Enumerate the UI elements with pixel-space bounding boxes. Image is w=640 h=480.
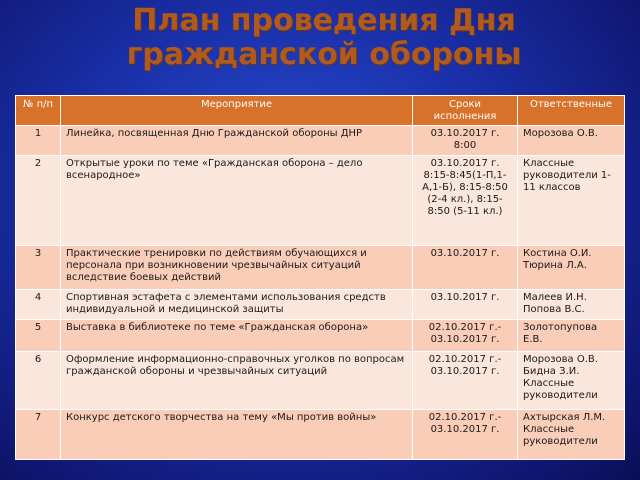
header-event: Мероприятие — [61, 96, 413, 126]
row-dates: 03.10.2017 г. — [413, 290, 518, 320]
plan-table — [15, 95, 625, 460]
table-row — [16, 126, 625, 156]
table-row — [16, 156, 625, 246]
row-dates: 03.10.2017 г. — [413, 246, 518, 290]
row-responsible: Золотопупова Е.В. — [518, 320, 625, 352]
row-num: 4 — [16, 290, 61, 320]
header-num: № п/п — [16, 96, 61, 126]
table-header-row — [16, 96, 625, 126]
row-event: Оформление информационно-справочных уголков по вопросам гражданской обороны и чрезвычайных ситуаций — [61, 352, 413, 410]
header-dates: Сроки исполнения — [413, 96, 518, 126]
row-dates: 03.10.2017 г. 8:00 — [413, 126, 518, 156]
row-num: 2 — [16, 156, 61, 246]
table-row — [16, 410, 625, 460]
row-dates: 02.10.2017 г.- 03.10.2017 г. — [413, 352, 518, 410]
row-dates: 03.10.2017 г. 8:15-8:45(1-П,1-А,1-Б), 8:15-8:50 (2-4 кл.), 8:15-8:50 (5-11 кл.) — [413, 156, 518, 246]
row-num: 5 — [16, 320, 61, 352]
table-row — [16, 246, 625, 290]
row-num: 1 — [16, 126, 61, 156]
row-responsible: Ахтырская Л.М. Классные руководители — [518, 410, 625, 460]
title-line-2: гражданской обороны — [126, 37, 522, 72]
row-num: 6 — [16, 352, 61, 410]
row-num: 3 — [16, 246, 61, 290]
table-row — [16, 290, 625, 320]
row-event: Открытые уроки по теме «Гражданская оборона – дело всенародное» — [61, 156, 413, 246]
row-responsible: Морозова О.В. Бидна З.И. Классные руководители — [518, 352, 625, 410]
title-line-1: План проведения Дня — [132, 3, 516, 38]
row-event: Практические тренировки по действиям обучающихся и персонала при возникновении чрезвычайных ситуаций вследствие боевых действий — [61, 246, 413, 290]
table-row — [16, 352, 625, 410]
row-responsible: Классные руководители 1-11 классов — [518, 156, 625, 246]
header-responsible: Ответственные — [518, 96, 625, 126]
row-dates: 02.10.2017 г.- 03.10.2017 г. — [413, 320, 518, 352]
row-dates: 02.10.2017 г.- 03.10.2017 г. — [413, 410, 518, 460]
row-event: Спортивная эстафета с элементами использования средств индивидуальной и медицинской защиты — [61, 290, 413, 320]
row-event: Конкурс детского творчества на тему «Мы против войны» — [61, 410, 413, 460]
table-row — [16, 320, 625, 352]
row-event: Линейка, посвященная Дню Гражданской обороны ДНР — [61, 126, 413, 156]
row-event: Выставка в библиотеке по теме «Гражданская оборона» — [61, 320, 413, 352]
row-num: 7 — [16, 410, 61, 460]
row-responsible: Малеев И.Н. Попова В.С. — [518, 290, 625, 320]
row-responsible: Морозова О.В. — [518, 126, 625, 156]
slide-title — [0, 0, 640, 72]
row-responsible: Костина О.И. Тюрина Л.А. — [518, 246, 625, 290]
